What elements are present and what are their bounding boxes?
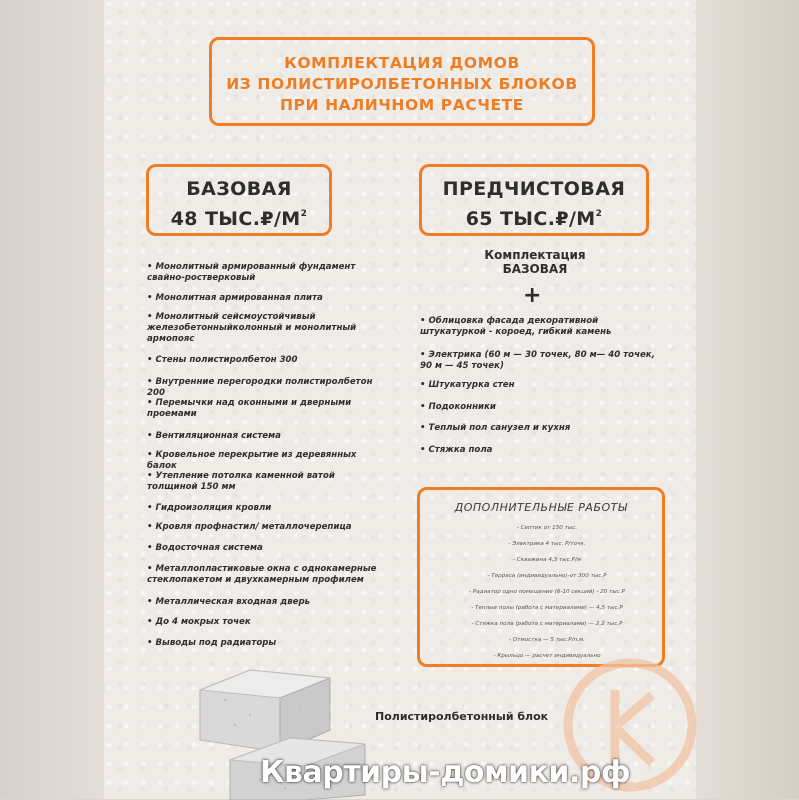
list-item: • Штукатурка стен [420, 380, 515, 390]
plan-basic-box [146, 164, 332, 236]
list-item: • Водосточная система [147, 543, 263, 553]
list-item: • Металлическая входная дверь [147, 597, 311, 607]
list-item: - Теплые полы (работа с материалами) — 4,5 тыс.Р [471, 605, 623, 611]
list-item: • Гидроизоляция кровли [147, 503, 272, 513]
list-item: • Электрика (60 м — 30 точек, 80 м— 40 точек, 90 м — 45 точек) [420, 350, 655, 371]
list-item: • Облицовка фасада декоративной штукатуркой - короед, гибкий камень [420, 316, 612, 337]
list-item: - Стяжка пола (работа с материалами) — 2,2 тыс.Р [471, 621, 623, 627]
title-line: ПРИ НАЛИЧНОМ РАСЧЕТЕ [279, 96, 524, 114]
plan-basic-name: БАЗОВАЯ [186, 178, 292, 200]
list-item: • Стены полистиролбетон 300 [147, 355, 298, 365]
left-background [0, 0, 104, 799]
list-item: - Терраса (индивидуально)-от 300 тыс.Р [487, 573, 607, 579]
list-item: • Внутренние перегородки полистиролбетон 200 [147, 377, 373, 398]
plan-basic-price: 48 $ТЫС.₽/М^2$ [170, 208, 308, 230]
extra-works-box [417, 487, 665, 667]
square-superscript: 2 [595, 209, 603, 219]
right-background [696, 0, 799, 799]
list-item: • Утепление потолка каменной ватой толщиной 150 мм [147, 471, 335, 492]
list-item: • Перемычки над оконными и дверными проемами [147, 398, 352, 419]
title-box [209, 37, 595, 126]
block-caption: Полистиролбетонный блок [375, 710, 549, 723]
title-line: КОМПЛЕКТАЦИЯ ДОМОВ [284, 54, 520, 72]
list-item: • Монолитный сейсмоустойчивый железобетонныйколонный и монолитный армопояс [147, 312, 357, 344]
list-item: - Скважина 4,3 тыс.Р/м [512, 557, 582, 563]
list-item: • До 4 мокрых точек [147, 617, 251, 627]
list-item: • Кровельное перекрытие из деревянных балок [147, 450, 357, 471]
list-item: - Электрика 4 тыс. Р/точк. [508, 541, 586, 547]
list-item: • Кровля профнастил/ металлочерепица [147, 522, 352, 532]
plus-icon: + [523, 283, 542, 308]
site-watermark: Квартиры-домики.рф [260, 755, 631, 790]
list-item: • Стяжка пола [420, 445, 493, 455]
list-item: • Металлопластиковые окна с однокамерные стеклопакетом и двухкамерным профилем [147, 564, 377, 585]
plan-prefinish-box [419, 164, 649, 236]
title-line: ИЗ ПОЛИСТИРОЛБЕТОННЫХ БЛОКОВ [226, 75, 578, 93]
extra-works-title: ДОПОЛНИТЕЛЬНЫЕ РАБОТЫ [454, 501, 628, 514]
list-item: • Теплый пол санузел и кухня [420, 423, 571, 433]
plan-prefinish-name: ПРЕДЧИСТОВАЯ [442, 178, 626, 200]
list-item: - Радиатор одно помещение (6-10 секций) - 20 тыс.Р [469, 589, 625, 595]
list-item: • Монолитная армированная плита [147, 293, 323, 303]
square-superscript: 2 [300, 209, 308, 219]
list-item: • Выводы под радиаторы [147, 638, 277, 648]
list-item: • Подоконники [420, 402, 496, 412]
list-item: • Монолитный армированный фундамент свайно-ростверковый [147, 262, 356, 283]
list-item: - Отмостка — 5 тыс.Р/п.м. [509, 637, 585, 643]
prefinish-includes-basic: Комплектация БАЗОВАЯ [484, 248, 586, 276]
plan-prefinish-price: 65 $ТЫС.₽/М^2$ [465, 208, 603, 230]
list-item: - Септик от 150 тыс. [516, 525, 578, 531]
list-item: • Вентиляционная система [147, 431, 281, 441]
list-item: - Крыльцо — расчет индивидуально [493, 653, 601, 659]
